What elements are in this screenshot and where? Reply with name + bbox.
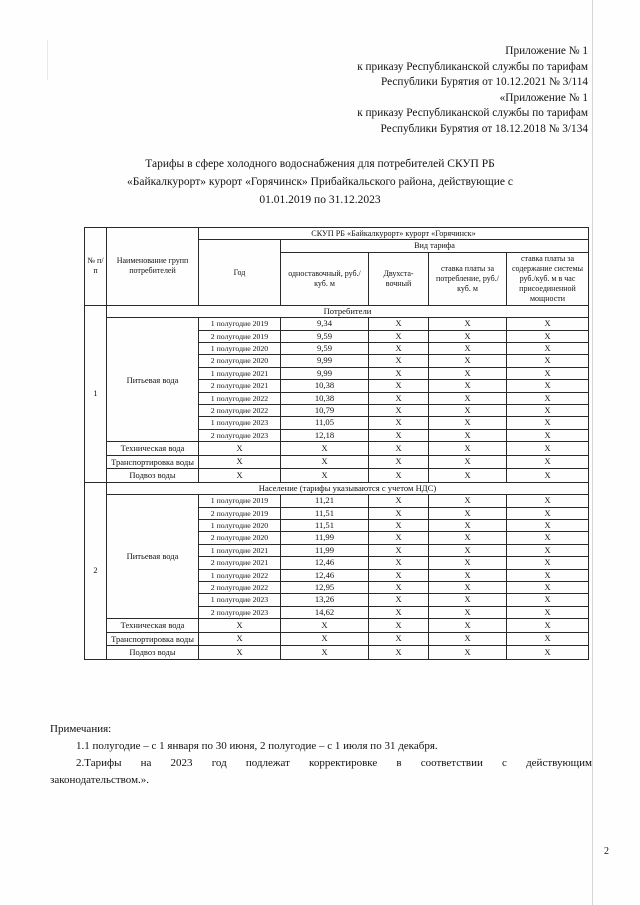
section-number: 2 bbox=[85, 482, 107, 659]
header-col-name: Наименование групп потребителей bbox=[107, 228, 199, 306]
notes-line-2: 2.Тарифы на 2023 год подлежат корректировке в соответствии с действующим bbox=[76, 757, 592, 769]
cell-two-rate: X bbox=[369, 469, 429, 483]
cell-two-rate: X bbox=[369, 318, 429, 330]
cell-one-rate: 9,99 bbox=[281, 367, 369, 379]
table-row bbox=[85, 619, 589, 633]
cell-two-rate: X bbox=[369, 442, 429, 456]
cell-two-rate: X bbox=[369, 455, 429, 469]
cell-two-rate: X bbox=[369, 405, 429, 417]
cell-period: 2 полугодие 2023 bbox=[199, 429, 281, 441]
cell-capacity: X bbox=[507, 469, 589, 483]
cell-one-rate: 11,51 bbox=[281, 520, 369, 532]
cell-period: 2 полугодие 2019 bbox=[199, 507, 281, 519]
cell-period: 2 полугодие 2021 bbox=[199, 380, 281, 392]
cell-one-rate: X bbox=[281, 619, 369, 633]
cell-capacity: X bbox=[507, 343, 589, 355]
cell-capacity: X bbox=[507, 318, 589, 330]
title-line-1: «Байкалкурорт» курорт «Горячинск» Прибайкальского района, действующие с bbox=[127, 176, 513, 188]
scan-artifact-top bbox=[47, 40, 48, 80]
cell-consumption: X bbox=[429, 646, 507, 660]
cell-consumption: X bbox=[429, 442, 507, 456]
cell-two-rate: X bbox=[369, 557, 429, 569]
cell-capacity: X bbox=[507, 380, 589, 392]
header-col-consumption: ставка платы за потребление, руб./ куб. м bbox=[429, 252, 507, 305]
cell-consumption: X bbox=[429, 318, 507, 330]
header-row-org bbox=[85, 228, 589, 240]
cell-one-rate: 11,05 bbox=[281, 417, 369, 429]
cell-one-rate: 11,51 bbox=[281, 507, 369, 519]
cell-two-rate: X bbox=[369, 632, 429, 646]
cell-one-rate: 9,59 bbox=[281, 330, 369, 342]
cell-consumption: X bbox=[429, 469, 507, 483]
cell-consumption: X bbox=[429, 544, 507, 556]
cell-consumption: X bbox=[429, 330, 507, 342]
cell-two-rate: X bbox=[369, 532, 429, 544]
row-label-drinking-water: Питьевая вода bbox=[107, 495, 199, 619]
cell-capacity: X bbox=[507, 646, 589, 660]
row-label: Техническая вода bbox=[107, 619, 199, 633]
cell-two-rate: X bbox=[369, 569, 429, 581]
cell-two-rate: X bbox=[369, 392, 429, 404]
cell-consumption: X bbox=[429, 557, 507, 569]
cell-one-rate: 10,38 bbox=[281, 392, 369, 404]
cell-one-rate: 11,99 bbox=[281, 544, 369, 556]
cell-consumption: X bbox=[429, 569, 507, 581]
cell-one-rate: X bbox=[281, 455, 369, 469]
cell-two-rate: X bbox=[369, 544, 429, 556]
scan-artifact-right bbox=[592, 0, 593, 905]
header-line-4: к приказу Республиканской службы по тарифам bbox=[357, 107, 588, 120]
notes-block bbox=[50, 721, 592, 789]
cell-consumption: X bbox=[429, 429, 507, 441]
cell-two-rate: X bbox=[369, 380, 429, 392]
cell-period: 2 полугодие 2020 bbox=[199, 355, 281, 367]
section-number: 1 bbox=[85, 305, 107, 482]
cell-two-rate: X bbox=[369, 367, 429, 379]
header-line-3: «Приложение № 1 bbox=[499, 91, 588, 104]
header-line-2: Республики Бурятия от 10.12.2021 № 3/114 bbox=[380, 76, 588, 89]
cell-two-rate: X bbox=[369, 330, 429, 342]
row-label: Подвоз воды bbox=[107, 469, 199, 483]
cell-period: 1 полугодие 2023 bbox=[199, 417, 281, 429]
cell-two-rate: X bbox=[369, 343, 429, 355]
header-col-year: Год bbox=[199, 240, 281, 305]
cell-capacity: X bbox=[507, 429, 589, 441]
cell-consumption: X bbox=[429, 417, 507, 429]
cell-two-rate: X bbox=[369, 417, 429, 429]
cell-period: 1 полугодие 2022 bbox=[199, 569, 281, 581]
cell-year: X bbox=[199, 632, 281, 646]
header-line-5: Республики Бурятия от 18.12.2018 № 3/134 bbox=[380, 122, 588, 135]
cell-capacity: X bbox=[507, 520, 589, 532]
row-label-drinking-water: Питьевая вода bbox=[107, 318, 199, 442]
notes-line-2-tail: законодательством.». bbox=[50, 774, 150, 786]
cell-two-rate: X bbox=[369, 619, 429, 633]
cell-capacity: X bbox=[507, 632, 589, 646]
cell-consumption: X bbox=[429, 392, 507, 404]
row-label: Транспортировка воды bbox=[107, 632, 199, 646]
cell-consumption: X bbox=[429, 355, 507, 367]
cell-period: 1 полугодие 2020 bbox=[199, 520, 281, 532]
cell-one-rate: 12,46 bbox=[281, 569, 369, 581]
cell-one-rate: 10,79 bbox=[281, 405, 369, 417]
cell-consumption: X bbox=[429, 632, 507, 646]
header-col-num: № п/п bbox=[85, 228, 107, 306]
cell-consumption: X bbox=[429, 367, 507, 379]
cell-one-rate: 14,62 bbox=[281, 606, 369, 618]
cell-two-rate: X bbox=[369, 520, 429, 532]
cell-capacity: X bbox=[507, 392, 589, 404]
row-label: Транспортировка воды bbox=[107, 455, 199, 469]
header-col-two-rate: Двухста-вочный bbox=[369, 252, 429, 305]
cell-capacity: X bbox=[507, 557, 589, 569]
title-line-2: 01.01.2019 по 31.12.2023 bbox=[259, 194, 381, 206]
section-title: Население (тарифы указываются с учетом НДС) bbox=[107, 482, 589, 494]
cell-consumption: X bbox=[429, 532, 507, 544]
notes-line-1: 1.1 полугодие – с 1 января по 30 июня, 2 полугодие – с 1 июля по 31 декабря. bbox=[76, 740, 438, 752]
cell-capacity: X bbox=[507, 544, 589, 556]
table-row bbox=[85, 632, 589, 646]
cell-consumption: X bbox=[429, 594, 507, 606]
cell-period: 2 полугодие 2023 bbox=[199, 606, 281, 618]
cell-one-rate: X bbox=[281, 469, 369, 483]
cell-two-rate: X bbox=[369, 355, 429, 367]
cell-period: 2 полугодие 2022 bbox=[199, 405, 281, 417]
cell-period: 2 полугодие 2021 bbox=[199, 557, 281, 569]
cell-one-rate: 13,26 bbox=[281, 594, 369, 606]
cell-one-rate: 12,46 bbox=[281, 557, 369, 569]
cell-consumption: X bbox=[429, 619, 507, 633]
cell-two-rate: X bbox=[369, 594, 429, 606]
header-line-1: к приказу Республиканской службы по тарифам bbox=[357, 60, 588, 73]
cell-one-rate: 9,59 bbox=[281, 343, 369, 355]
cell-capacity: X bbox=[507, 330, 589, 342]
cell-one-rate: 12,95 bbox=[281, 582, 369, 594]
cell-one-rate: X bbox=[281, 442, 369, 456]
header-band-organization: СКУП РБ «Байкалкурорт» курорт «Горячинск» bbox=[199, 228, 589, 240]
table-row bbox=[85, 469, 589, 483]
cell-consumption: X bbox=[429, 380, 507, 392]
cell-consumption: X bbox=[429, 405, 507, 417]
cell-one-rate: 10,38 bbox=[281, 380, 369, 392]
cell-consumption: X bbox=[429, 495, 507, 507]
cell-period: 1 полугодие 2020 bbox=[199, 343, 281, 355]
cell-period: 1 полугодие 2022 bbox=[199, 392, 281, 404]
cell-period: 2 полугодие 2022 bbox=[199, 582, 281, 594]
cell-two-rate: X bbox=[369, 507, 429, 519]
table-row bbox=[85, 646, 589, 660]
cell-year: X bbox=[199, 455, 281, 469]
table-body bbox=[85, 305, 589, 659]
cell-capacity: X bbox=[507, 606, 589, 618]
table-row bbox=[85, 495, 589, 507]
document-title bbox=[60, 155, 580, 209]
header-band-tariff-type: Вид тарифа bbox=[281, 240, 589, 252]
cell-one-rate: 11,21 bbox=[281, 495, 369, 507]
table-row bbox=[85, 455, 589, 469]
cell-year: X bbox=[199, 469, 281, 483]
cell-one-rate: 11,99 bbox=[281, 532, 369, 544]
cell-capacity: X bbox=[507, 582, 589, 594]
title-line-0: Тарифы в сфере холодного водоснабжения для потребителей СКУП РБ bbox=[145, 158, 495, 170]
cell-consumption: X bbox=[429, 343, 507, 355]
cell-capacity: X bbox=[507, 495, 589, 507]
cell-period: 1 полугодие 2021 bbox=[199, 544, 281, 556]
document-header bbox=[258, 44, 588, 138]
cell-consumption: X bbox=[429, 507, 507, 519]
cell-one-rate: 12,18 bbox=[281, 429, 369, 441]
table-head bbox=[85, 228, 589, 306]
notes-heading: Примечания: bbox=[50, 723, 112, 735]
cell-capacity: X bbox=[507, 405, 589, 417]
header-col-capacity: ставка платы за содержание системы руб./куб. м в час присоединенной мощности bbox=[507, 252, 589, 305]
cell-capacity: X bbox=[507, 619, 589, 633]
cell-two-rate: X bbox=[369, 495, 429, 507]
cell-two-rate: X bbox=[369, 429, 429, 441]
section-title-row bbox=[85, 482, 589, 494]
table-row bbox=[85, 318, 589, 330]
cell-one-rate: 9,34 bbox=[281, 318, 369, 330]
tariff-table bbox=[84, 227, 589, 660]
cell-period: 1 полугодие 2023 bbox=[199, 594, 281, 606]
cell-period: 2 полугодие 2019 bbox=[199, 330, 281, 342]
cell-year: X bbox=[199, 646, 281, 660]
header-line-0: Приложение № 1 bbox=[505, 45, 588, 57]
cell-capacity: X bbox=[507, 355, 589, 367]
cell-one-rate: 9,99 bbox=[281, 355, 369, 367]
cell-consumption: X bbox=[429, 582, 507, 594]
cell-capacity: X bbox=[507, 594, 589, 606]
cell-consumption: X bbox=[429, 606, 507, 618]
page-number: 2 bbox=[604, 846, 609, 857]
cell-consumption: X bbox=[429, 455, 507, 469]
cell-capacity: X bbox=[507, 367, 589, 379]
cell-year: X bbox=[199, 442, 281, 456]
cell-capacity: X bbox=[507, 455, 589, 469]
cell-one-rate: X bbox=[281, 632, 369, 646]
section-title: Потребители bbox=[107, 305, 589, 317]
cell-capacity: X bbox=[507, 442, 589, 456]
cell-capacity: X bbox=[507, 569, 589, 581]
section-title-row bbox=[85, 305, 589, 317]
cell-capacity: X bbox=[507, 417, 589, 429]
cell-period: 1 полугодие 2019 bbox=[199, 495, 281, 507]
cell-period: 2 полугодие 2020 bbox=[199, 532, 281, 544]
table-row bbox=[85, 442, 589, 456]
cell-two-rate: X bbox=[369, 606, 429, 618]
cell-period: 1 полугодие 2019 bbox=[199, 318, 281, 330]
cell-capacity: X bbox=[507, 507, 589, 519]
header-col-one-rate: одноставочный, руб./ куб. м bbox=[281, 252, 369, 305]
cell-two-rate: X bbox=[369, 582, 429, 594]
cell-two-rate: X bbox=[369, 646, 429, 660]
row-label: Техническая вода bbox=[107, 442, 199, 456]
row-label: Подвоз воды bbox=[107, 646, 199, 660]
cell-capacity: X bbox=[507, 532, 589, 544]
cell-consumption: X bbox=[429, 520, 507, 532]
cell-one-rate: X bbox=[281, 646, 369, 660]
cell-year: X bbox=[199, 619, 281, 633]
cell-period: 1 полугодие 2021 bbox=[199, 367, 281, 379]
